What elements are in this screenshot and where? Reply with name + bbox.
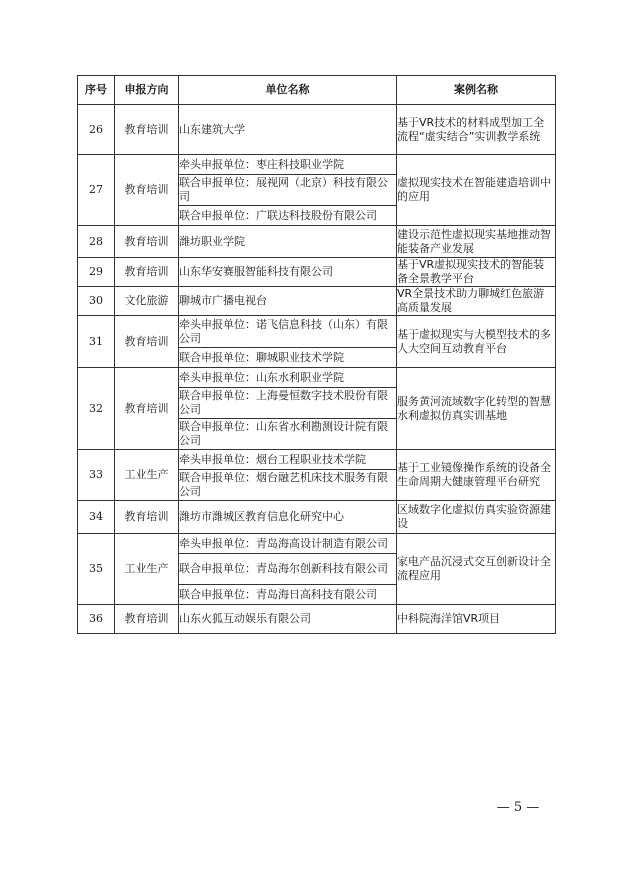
table-row xyxy=(78,450,556,470)
row-case: 基于VR技术的材料成型加工全流程“虚实结合”实训教学系统 xyxy=(397,105,556,155)
row-direction: 教育培训 xyxy=(115,155,179,226)
row-number: 34 xyxy=(78,501,115,534)
row-unit: 联合申报单位：展视网（北京）科技有限公司 xyxy=(179,175,397,206)
row-case: 家电产品沉浸式交互创新设计全流程应用 xyxy=(397,534,556,605)
row-direction: 教育培训 xyxy=(115,605,179,634)
row-number: 36 xyxy=(78,605,115,634)
row-unit: 联合申报单位：聊城职业技术学院 xyxy=(179,348,397,368)
row-case: VR全景技术助力聊城红色旅游高质量发展 xyxy=(397,287,556,316)
row-unit: 山东华安赛服智能科技有限公司 xyxy=(179,258,397,287)
row-unit: 联合申报单位：山东省水利勘测设计院有限公司 xyxy=(179,419,397,450)
row-direction: 教育培训 xyxy=(115,316,179,368)
table-row xyxy=(78,226,556,258)
row-unit: 联合申报单位：广联达科技股份有限公司 xyxy=(179,206,397,226)
row-unit: 牵头申报单位：青岛海高设计制造有限公司 xyxy=(179,534,397,554)
header-num: 序号 xyxy=(78,76,115,105)
row-unit: 牵头申报单位：山东水利职业学院 xyxy=(179,368,397,388)
row-direction: 教育培训 xyxy=(115,368,179,450)
header-case: 案例名称 xyxy=(397,76,556,105)
row-unit: 联合申报单位：烟台融艺机床技术服务有限公司 xyxy=(179,470,397,501)
row-direction: 教育培训 xyxy=(115,501,179,534)
row-direction: 工业生产 xyxy=(115,450,179,501)
row-direction: 文化旅游 xyxy=(115,287,179,316)
table-header-row xyxy=(78,76,556,105)
row-unit: 潍坊职业学院 xyxy=(179,226,397,258)
table-row xyxy=(78,287,556,316)
row-number: 31 xyxy=(78,316,115,368)
row-case: 区域数字化虚拟仿真实验资源建设 xyxy=(397,501,556,534)
row-unit: 潍坊市潍城区教育信息化研究中心 xyxy=(179,501,397,534)
row-number: 30 xyxy=(78,287,115,316)
table-row xyxy=(78,155,556,175)
row-number: 32 xyxy=(78,368,115,450)
table-row xyxy=(78,605,556,634)
row-number: 28 xyxy=(78,226,115,258)
row-unit: 联合申报单位：青岛海尔创新科技有限公司 xyxy=(179,554,397,585)
page-number: — 5 — xyxy=(496,800,540,815)
row-case: 基于工业镜像操作系统的设备全生命周期大健康管理平台研究 xyxy=(397,450,556,501)
row-case: 服务黄河流域数字化转型的智慧水利虚拟仿真实训基地 xyxy=(397,368,556,450)
row-number: 27 xyxy=(78,155,115,226)
row-case: 基于虚拟现实与大模型技术的多人大空间互动教育平台 xyxy=(397,316,556,368)
table-row xyxy=(78,316,556,348)
row-unit: 聊城市广播电视台 xyxy=(179,287,397,316)
table-row xyxy=(78,501,556,534)
row-unit: 联合申报单位：青岛海日高科技有限公司 xyxy=(179,585,397,605)
row-direction: 教育培训 xyxy=(115,258,179,287)
row-number: 29 xyxy=(78,258,115,287)
row-number: 35 xyxy=(78,534,115,605)
row-case: 基于VR虚拟现实技术的智能装备全景教学平台 xyxy=(397,258,556,287)
row-case: 中科院海洋馆VR项目 xyxy=(397,605,556,634)
row-unit: 山东火狐互动娱乐有限公司 xyxy=(179,605,397,634)
case-table xyxy=(77,75,556,634)
table-row xyxy=(78,258,556,287)
row-case: 虚拟现实技术在智能建造培训中的应用 xyxy=(397,155,556,226)
row-case: 建设示范性虚拟现实基地推动智能装备产业发展 xyxy=(397,226,556,258)
row-unit: 牵头申报单位：枣庄科技职业学院 xyxy=(179,155,397,175)
row-unit: 联合申报单位：上海曼恒数字技术股份有限公司 xyxy=(179,388,397,419)
row-direction: 工业生产 xyxy=(115,534,179,605)
table-row xyxy=(78,368,556,388)
header-unit: 单位名称 xyxy=(179,76,397,105)
row-direction: 教育培训 xyxy=(115,105,179,155)
row-unit: 山东建筑大学 xyxy=(179,105,397,155)
row-number: 33 xyxy=(78,450,115,501)
table-row xyxy=(78,105,556,155)
row-direction: 教育培训 xyxy=(115,226,179,258)
table-row xyxy=(78,534,556,554)
row-unit: 牵头申报单位：诺飞信息科技（山东）有限公司 xyxy=(179,316,397,348)
row-number: 26 xyxy=(78,105,115,155)
row-unit: 牵头申报单位：烟台工程职业技术学院 xyxy=(179,450,397,470)
header-direction: 申报方向 xyxy=(115,76,179,105)
